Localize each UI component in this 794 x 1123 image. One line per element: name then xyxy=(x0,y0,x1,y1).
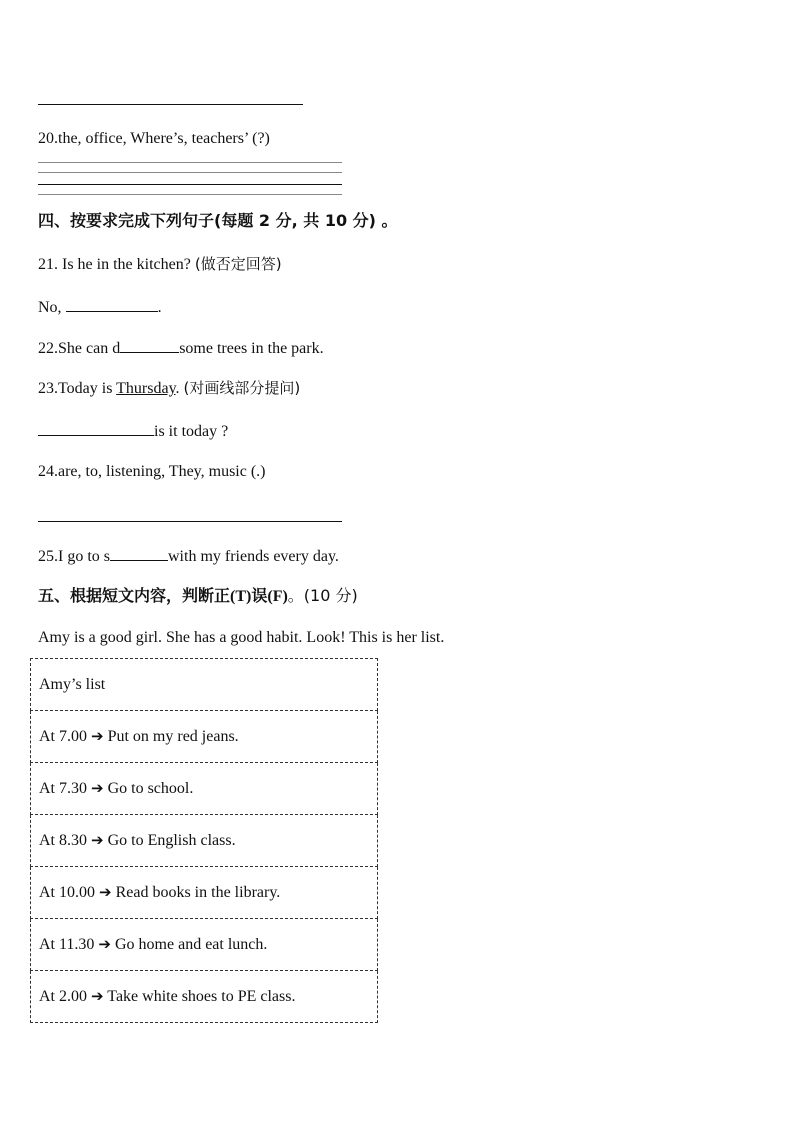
answer-blank[interactable] xyxy=(38,420,154,436)
table-row xyxy=(31,815,378,867)
question-instruction: (做否定回答) xyxy=(194,255,282,273)
list-task: Go to English class. xyxy=(103,832,236,849)
question-number: 24. xyxy=(38,463,58,480)
question-24 xyxy=(38,462,266,482)
section-title-mid: 误 xyxy=(251,586,268,605)
section-5-heading xyxy=(38,586,358,607)
section-title: 四、按要求完成下列句子 xyxy=(38,211,215,230)
f-mark: (F) xyxy=(267,588,288,605)
section-score: (每题 2 分, 共 10 分) 。 xyxy=(214,211,398,230)
passage-text: Amy is a good girl. She has a good habit. Look! This is her list. xyxy=(38,629,445,646)
section-4-heading xyxy=(38,211,398,231)
list-time: At 7.30 xyxy=(39,780,91,797)
question-text: Is he in the kitchen? xyxy=(58,256,195,273)
question-23 xyxy=(38,378,300,399)
question-number: 21. xyxy=(38,256,58,273)
list-time: At 8.30 xyxy=(39,832,91,849)
question-21 xyxy=(38,254,282,275)
table-row xyxy=(31,971,378,1023)
question-number: 23. xyxy=(38,380,58,397)
list-task: Go home and eat lunch. xyxy=(110,936,268,953)
table-row xyxy=(31,659,378,711)
question-number: 25. xyxy=(38,548,58,565)
t-mark: (T) xyxy=(230,588,252,605)
answer-blank[interactable] xyxy=(120,337,179,353)
section-title: 五、根据短文内容，判断正 xyxy=(38,586,231,605)
answer-21 xyxy=(38,296,162,318)
list-time: At 7.00 xyxy=(39,728,91,745)
text-after-blank: with my friends every day. xyxy=(168,548,339,565)
table-row xyxy=(31,919,378,971)
answer-blank[interactable] xyxy=(66,296,158,312)
question-20 xyxy=(38,129,270,149)
question-instruction: (对画线部分提问) xyxy=(183,379,301,397)
text-before-blank: I go to s xyxy=(58,548,110,565)
amys-list-table xyxy=(30,658,378,1023)
arrow-right-icon: ➔ xyxy=(98,935,111,953)
list-time: At 10.00 xyxy=(39,884,99,901)
table-row xyxy=(31,711,378,763)
arrow-right-icon: ➔ xyxy=(91,987,104,1005)
list-task: Read books in the library. xyxy=(111,884,281,901)
table-row xyxy=(31,867,378,919)
answer-blank[interactable] xyxy=(110,545,168,561)
arrow-right-icon: ➔ xyxy=(91,779,104,797)
question-number: 20. xyxy=(38,130,58,147)
answer-line-q20-3[interactable] xyxy=(38,184,342,185)
arrow-right-icon: ➔ xyxy=(99,883,112,901)
arrow-right-icon: ➔ xyxy=(91,727,104,745)
answer-prefix: No, xyxy=(38,299,66,316)
text-after: . xyxy=(175,380,184,397)
list-task: Put on my red jeans. xyxy=(103,728,239,745)
table-row xyxy=(31,763,378,815)
list-task: Go to school. xyxy=(103,780,194,797)
list-time: At 11.30 xyxy=(39,936,99,953)
question-words: are, to, listening, They, music (.) xyxy=(58,463,266,480)
answer-23 xyxy=(38,420,228,442)
list-time: At 2.00 xyxy=(39,988,91,1005)
question-words: the, office, Where’s, teachers’ (?) xyxy=(58,130,270,147)
text-before-blank: She can d xyxy=(58,340,121,357)
answer-suffix: . xyxy=(157,299,162,316)
answer-line-q19[interactable] xyxy=(38,104,303,105)
underlined-word: Thursday xyxy=(116,380,176,397)
section-score: 。(10 分) xyxy=(287,586,358,605)
answer-line-q24[interactable] xyxy=(38,521,342,522)
answer-suffix: is it today ? xyxy=(154,423,229,440)
list-header: Amy’s list xyxy=(31,659,378,711)
list-task: Take white shoes to PE class. xyxy=(103,988,296,1005)
arrow-right-icon: ➔ xyxy=(91,831,104,849)
text-after-blank: some trees in the park. xyxy=(179,340,324,357)
text-before: Today is xyxy=(58,380,117,397)
question-22 xyxy=(38,337,324,359)
question-25 xyxy=(38,545,339,567)
answer-line-q20-2[interactable] xyxy=(38,172,342,173)
answer-line-q20-4[interactable] xyxy=(38,194,342,195)
answer-line-q20-1[interactable] xyxy=(38,162,342,163)
question-number: 22. xyxy=(38,340,58,357)
